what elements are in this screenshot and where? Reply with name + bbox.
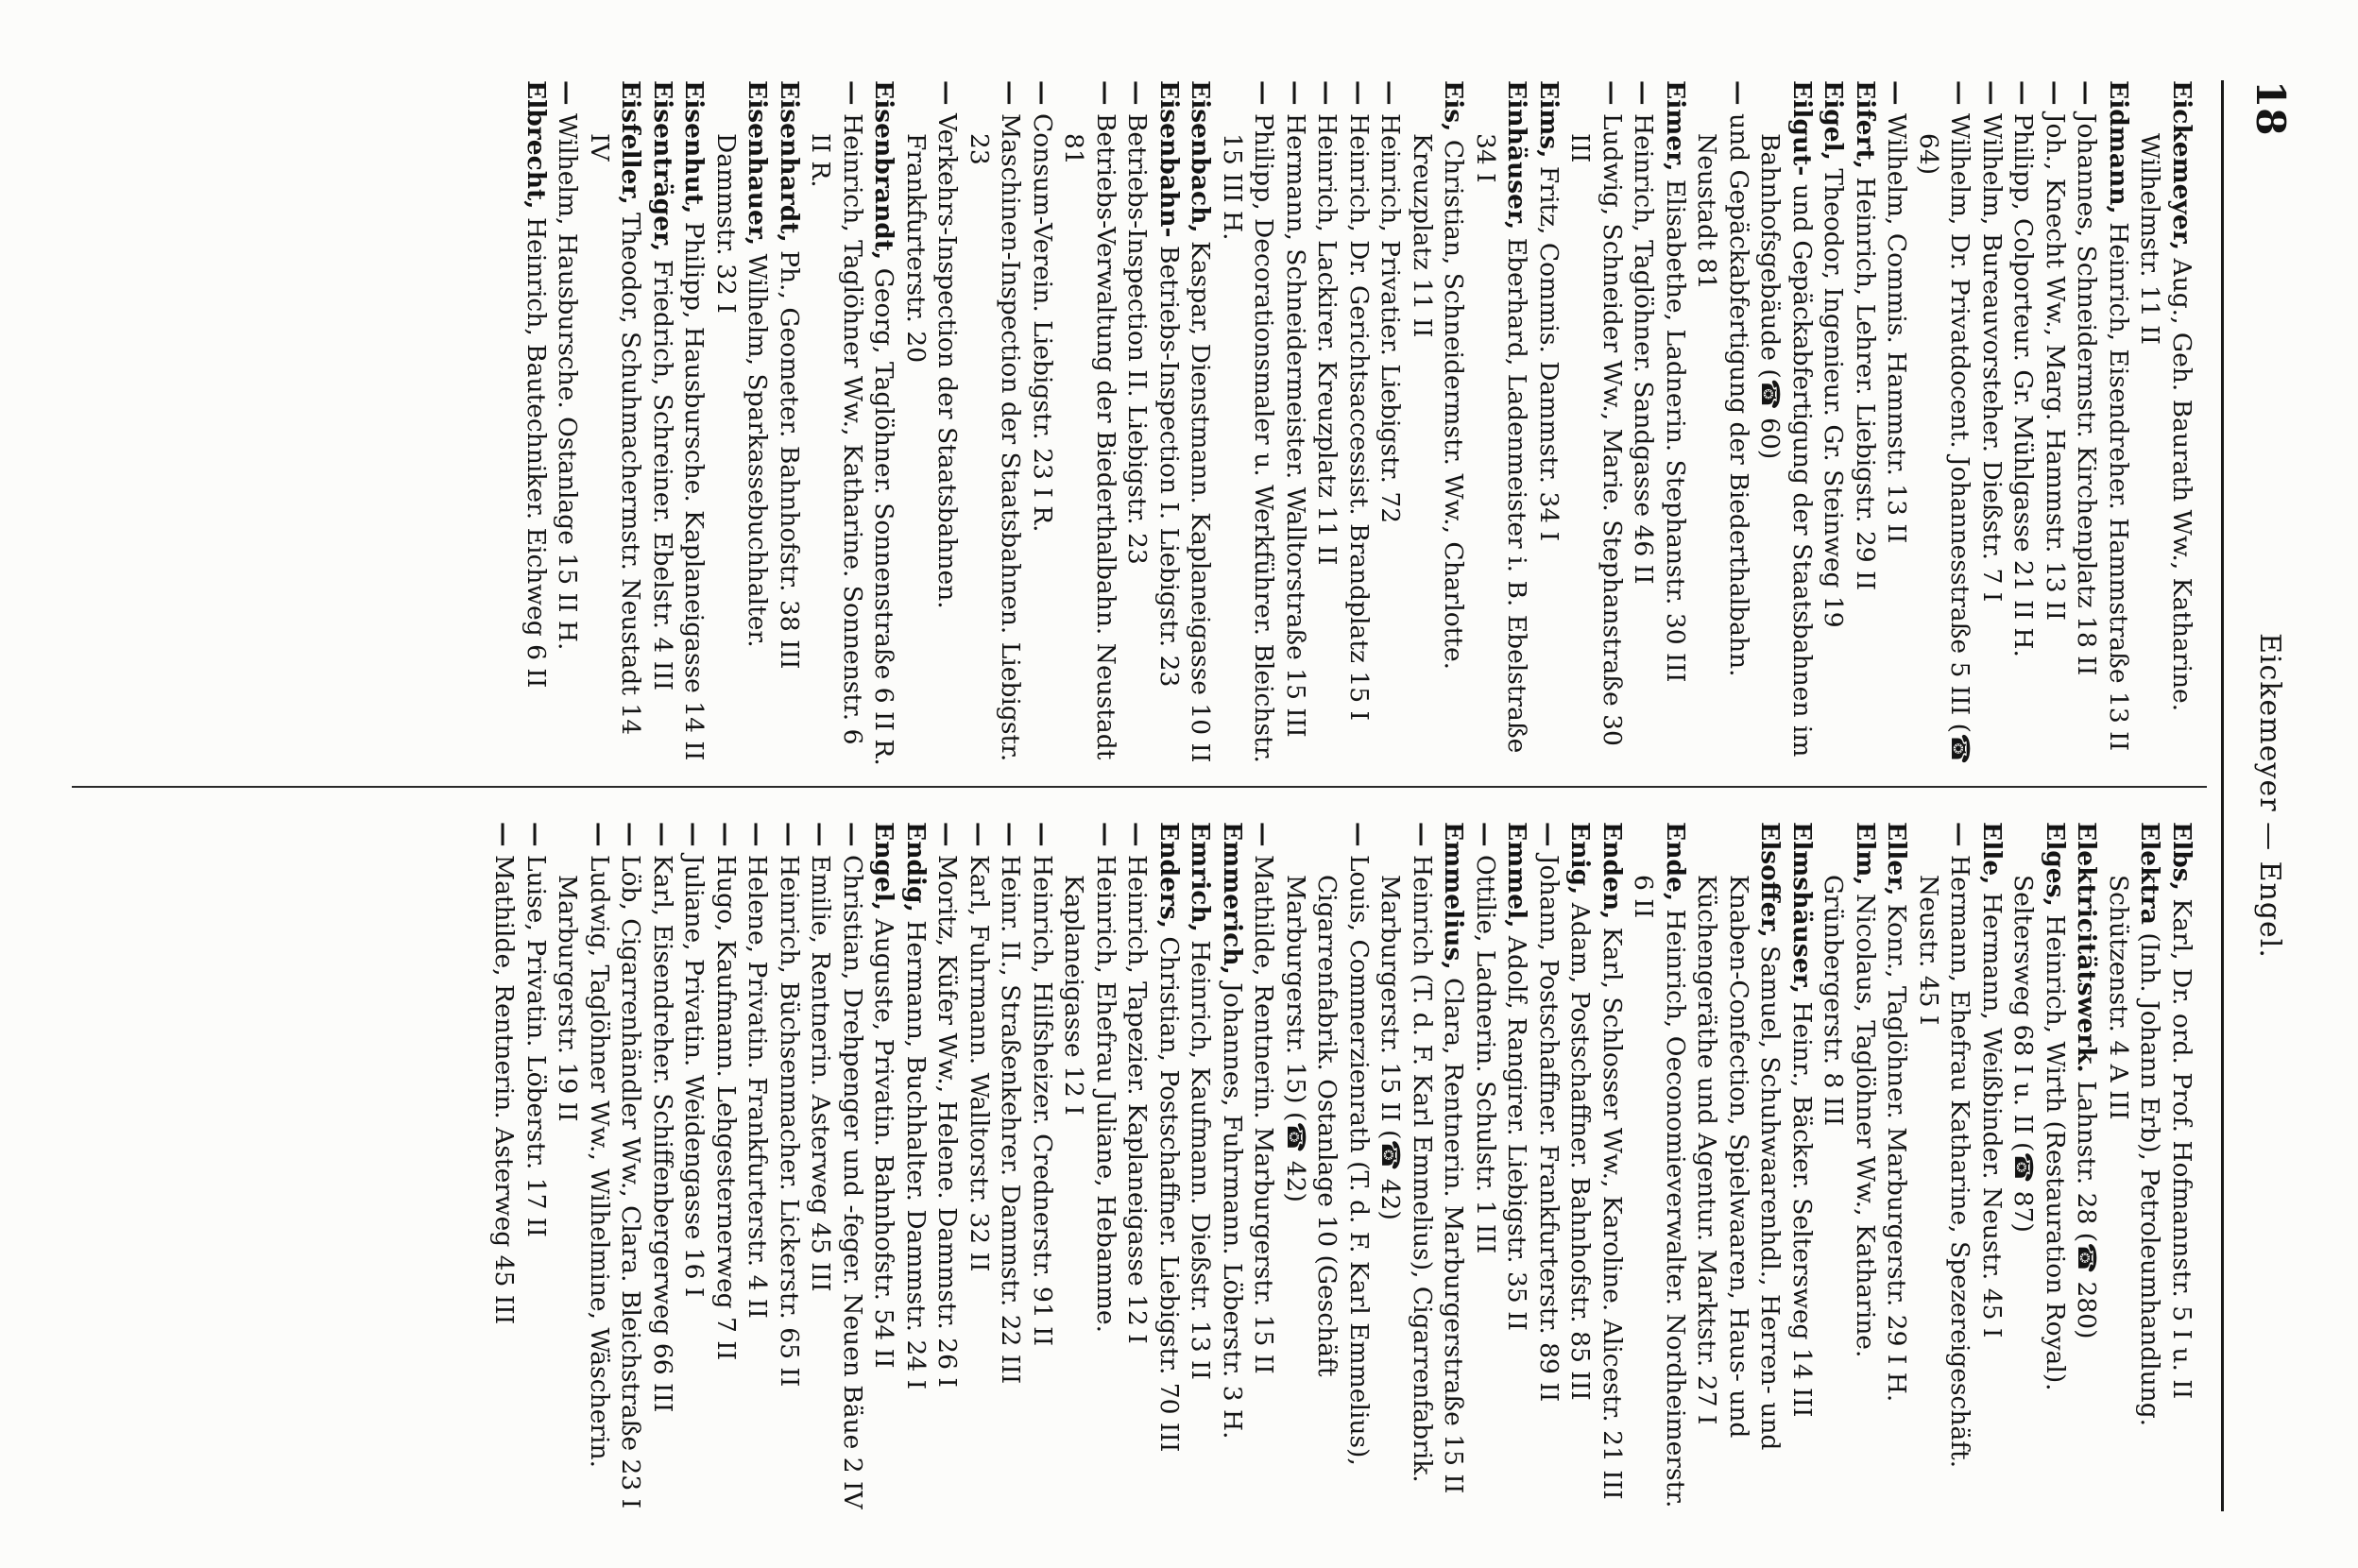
entry-details: Heinrich, Büchsenmacher. Lickerstr. 65 II	[775, 854, 804, 1388]
entry-details: Heinrich, Taglöhner. Sandgasse 46 II	[1629, 112, 1659, 585]
entry-details: und Gepäckabfertigung der Biederthalbahn. Neustadt 81	[1692, 112, 1753, 677]
entry-details: Aug., Geh. Baurath Ww., Katharine. Wilhelmstr. 11 II	[2135, 133, 2196, 712]
entry-details: Heinr., Bäcker. Seltersweg 14 III	[1787, 1001, 1817, 1418]
entry-details: Joh., Knecht Ww., Marg. Hammstr. 13 II	[2041, 112, 2070, 621]
directory-entry	[1913, 822, 1976, 1511]
left-column	[53, 80, 2197, 770]
entry-details: Christian, Schneidermstr. Ww., Charlotte. Kreuzplatz 11 II	[1408, 133, 1469, 671]
entry-name: —	[1945, 80, 1975, 106]
entry-details: Christian, Postschaffner. Liebigstr. 70 III	[1154, 936, 1184, 1453]
entry-name: Elle,	[1977, 822, 2007, 885]
directory-entry	[1438, 822, 1470, 1511]
entry-details: Friedrich, Schreiner. Ebelstr. 4 III	[648, 259, 677, 691]
entry-name: —	[585, 822, 614, 847]
entry-details: Maschinen-Inspection der Staatsbahnen. Liebigstr. 23	[965, 112, 1026, 762]
entry-details: Heinrich, Hilfsheizer. Crednerstr. 91 II	[1028, 854, 1057, 1347]
entry-name: —	[1977, 80, 2007, 106]
entry-name: —	[932, 822, 963, 847]
entry-details: Consum-Verein. Liebigstr. 23 I R.	[1028, 112, 1057, 533]
entry-name: —	[743, 822, 773, 847]
entry-name: Elbrecht,	[521, 80, 551, 210]
entry-name: Elektricitätswerk.	[2072, 822, 2102, 1073]
directory-entry	[1660, 80, 1692, 770]
directory-entry	[1881, 822, 1913, 1511]
entry-name: —	[1028, 80, 1057, 106]
directory-entry	[2166, 822, 2198, 1511]
entry-name: Enden,	[1598, 822, 1627, 920]
entry-name: —	[806, 822, 836, 847]
entry-name: Elbs,	[2167, 822, 2196, 891]
directory-entry	[1058, 822, 1121, 1511]
directory-entry	[1375, 80, 1407, 770]
directory-entry	[1027, 822, 1059, 1511]
directory-entry	[868, 80, 900, 770]
directory-entry	[1153, 80, 1186, 770]
entry-name: —	[1122, 80, 1153, 106]
entry-name: —	[1091, 822, 1120, 847]
entry-details: Hermann, Ehefrau Katharine, Spezereigeschäft. Neustr. 45 I	[1914, 854, 1975, 1469]
entry-name: Eller,	[1882, 822, 1912, 896]
directory-entry	[1691, 822, 1786, 1511]
directory-entry	[710, 80, 774, 770]
directory-entry	[868, 822, 900, 1511]
directory-entry	[1185, 822, 1217, 1511]
entry-details: Philipp, Decorationsmaler u. Werkführer. Bleichstr. 15 III H.	[1218, 112, 1279, 763]
entry-details: Helene, Privatin. Frankfurterstr. 4 II	[743, 854, 773, 1319]
directory-entry	[1850, 80, 1882, 770]
entry-details: Johannes, Fuhrmann. Löberstr. 3 H.	[1218, 982, 1247, 1440]
entry-name: —	[521, 822, 551, 847]
entry-name: —	[1344, 80, 1374, 106]
entry-name: Eilgut-	[1787, 80, 1817, 177]
entry-name: —	[1598, 80, 1627, 106]
directory-entry	[805, 822, 837, 1511]
directory-entry	[774, 822, 806, 1511]
directory-entry	[1153, 822, 1186, 1511]
directory-entry	[964, 80, 1027, 770]
entry-name: Elektra	[2135, 822, 2165, 925]
entry-details: Karl, Schlosser Ww., Karoline. Alicestr. 21 III	[1598, 927, 1627, 1500]
directory-entry	[1533, 80, 1565, 770]
entry-name: —	[1471, 822, 1500, 847]
entry-name: Emmerich,	[1218, 822, 1247, 975]
entry-name: Elges,	[2041, 822, 2070, 907]
entry-name: Eigel,	[1819, 80, 1849, 161]
entry-name: Eickemeyer,	[2167, 80, 2196, 251]
entry-name: Engel,	[869, 822, 899, 912]
directory-entry	[931, 822, 964, 1511]
entry-name: Elsoffer,	[1755, 822, 1786, 938]
entry-name: Eisenträger,	[648, 80, 677, 252]
entry-details: Luise, Privatin. Löberstr. 17 II	[521, 854, 551, 1237]
entry-name: Enig,	[1565, 822, 1596, 895]
entry-name: —	[1882, 80, 1912, 106]
directory-entry	[1280, 822, 1376, 1511]
directory-entry	[1818, 822, 1881, 1511]
directory-entry	[1564, 80, 1628, 770]
entry-name: —	[996, 822, 1026, 847]
entry-details: Nicolaus, Taglöhner Ww., Katharine. Grünbergerstr. 8 III	[1819, 875, 1880, 1358]
directory-entry	[1533, 822, 1565, 1511]
entry-name: Eisenhut,	[679, 80, 709, 214]
directory-entry	[521, 822, 553, 1511]
entry-name: Eisenbrandt,	[869, 80, 899, 261]
directory-entry	[1691, 80, 1754, 770]
directory-entry	[995, 822, 1027, 1511]
entry-details: Auguste, Privatin. Bahnhofstr. 54 II	[869, 918, 899, 1369]
directory-entry	[1217, 80, 1280, 770]
directory-entry	[1470, 822, 1502, 1511]
entry-details: Heinr. II., Straßenkehrer. Dammstr. 22 III	[996, 854, 1026, 1385]
entry-details: Philipp, Hausbursche. Kaplaneigasse 14 II	[679, 221, 709, 761]
entry-name: Elm,	[1851, 822, 1880, 886]
entry-name: —	[1249, 80, 1279, 106]
directory-entry	[1407, 80, 1470, 770]
directory-entry	[1564, 822, 1597, 1511]
entry-details: Adolf, Rangirer. Liebigstr. 35 II	[1502, 935, 1532, 1332]
entry-details: Betriebs-Inspection I. Liebigstr. 23	[1154, 245, 1184, 688]
entry-details: Hugo, Kaufmann. Lehgesternerweg 7 II	[711, 854, 741, 1361]
entry-details: Clara, Rentnerin. Marburgerstraße 15 II	[1439, 978, 1469, 1494]
entry-name: —	[1312, 80, 1342, 106]
entry-details: Heinrich, Taglöhner Ww., Katharine. Sonnenstr. 6 II R.	[806, 112, 867, 745]
entry-details: Heinrich (T. d. F. Karl Emmelius), Cigarrenfabrik. Marburgerstr. 15 II (☎ 42)	[1376, 854, 1437, 1483]
entry-details: Wilhelm, Hausbursche. Ostanlage 15 II H.	[553, 112, 583, 651]
entry-name: Eisenbach,	[1186, 80, 1216, 233]
entry-name: —	[1249, 822, 1279, 847]
directory-entry	[678, 822, 710, 1511]
entry-details: Samuel, Schuhwaarenhdl., Herren- und Knaben-Confection, Spielwaaren, Haus- und Küchengeräthe und Agentur. Marktstr. 27 I	[1692, 875, 1786, 1451]
directory-entry	[1121, 822, 1153, 1511]
entry-name: —	[489, 822, 520, 847]
entry-name: —	[553, 80, 583, 106]
entry-details: Johannes, Schneidermstr. Kirchenplatz 18 II	[2072, 112, 2102, 676]
entry-details: Heinrich, Eisendreher. Hammstraße 13 II	[2104, 222, 2133, 752]
directory-entry	[774, 80, 806, 770]
entry-name: Eisenhauer,	[743, 80, 773, 247]
entry-name: Endig,	[901, 822, 931, 912]
entry-details: und Gepäckabfertigung der Staatsbahnen im Bahnhofsgebäude (☎ 60)	[1755, 133, 1817, 758]
entry-details: Wilhelm, Dr. Privatdocent. Johannesstraße 5 III (☎ 64)	[1914, 112, 1975, 764]
entry-details: Ph., Geometer. Bahnhofstr. 38 III	[775, 250, 804, 670]
directory-entry	[2103, 822, 2166, 1511]
directory-entry	[1027, 80, 1059, 770]
directory-entry	[2071, 80, 2103, 770]
entry-details: Ludwig, Schneider Ww., Marie. Stephanstraße 30 III	[1565, 112, 1627, 746]
directory-entry	[1501, 822, 1533, 1511]
directory-entry	[1058, 80, 1121, 770]
directory-entry	[615, 822, 647, 1511]
entry-details: Adam, Postschaffner. Bahnhofstr. 85 III	[1565, 902, 1596, 1401]
entry-details: Ottilie, Ladnerin. Schulstr. 1 III	[1471, 854, 1500, 1254]
entry-name: —	[996, 80, 1026, 106]
entry-details: Heinrich, Ehefrau Juliane, Hebamme. Kaplaneigasse 12 I	[1059, 854, 1120, 1333]
entry-details: Heinrich, Bautechniker. Eichweg 6 II	[521, 216, 551, 689]
directory-entry	[647, 822, 679, 1511]
column-divider	[72, 786, 2207, 788]
entry-name: —	[932, 80, 963, 106]
entry-name: —	[2072, 80, 2102, 106]
directory-entry	[900, 80, 964, 770]
entry-details: Lahnstr. 28 (☎ 280)	[2072, 1081, 2102, 1339]
directory-entry	[1881, 80, 1913, 770]
directory-entry	[1913, 80, 1976, 770]
directory-entry	[1597, 822, 1629, 1511]
directory-entry	[1976, 80, 2008, 770]
entry-details: Heinrich, Wirth (Restauration Royal). Seltersweg 68 I u. II (☎ 87)	[2008, 875, 2070, 1391]
directory-entry	[552, 80, 584, 770]
entry-name: —	[1028, 822, 1057, 847]
entry-details: Mathilde, Rentnerin. Marburgerstr. 15 II	[1249, 854, 1279, 1374]
entry-details: Mathilde, Rentnerin. Asterweg 45 III	[489, 854, 520, 1325]
directory-entry	[2134, 80, 2197, 770]
directory-entry	[1311, 80, 1343, 770]
entry-name: —	[838, 80, 867, 106]
entry-details: Emilie, Rentnerin. Asterweg 45 III	[806, 854, 836, 1292]
entry-details: Theodor, Ingenieur. Gr. Steinweg 19	[1819, 168, 1849, 628]
entry-name: Eisenbahn-	[1154, 80, 1184, 238]
entry-details: Heinrich, Lackirer. Kreuzplatz 11 II	[1312, 112, 1342, 566]
entry-name: —	[1122, 822, 1153, 847]
entry-name: —	[1534, 822, 1563, 847]
entry-details: Moritz, Küfer Ww., Helene. Dammstr. 26 I	[932, 854, 963, 1388]
entry-name: Emrich,	[1186, 822, 1216, 932]
entry-details: Heinrich, Oeconomieverwalter. Nordheimerstr. 6 II	[1629, 875, 1690, 1508]
entry-name: —	[1281, 80, 1310, 106]
entry-name: Eidmann,	[2104, 80, 2133, 214]
entry-name: —	[679, 822, 709, 847]
entry-name: —	[1945, 822, 1975, 847]
entry-details: Elisabethe, Ladnerin. Stephanstr. 30 III	[1661, 179, 1690, 683]
directory-entry	[1786, 822, 1819, 1511]
entry-details: Ludwig, Taglöhner Ww., Wilhelmine, Wäscherin. Marburgerstr. 19 II	[553, 854, 614, 1469]
entry-details: Betriebs-Verwaltung der Biederthalbahn. Neustadt 81	[1059, 112, 1120, 760]
entry-details: (Inh. Johann Erb), Petroleumhandlung. Schützenstr. 4 A III	[2104, 875, 2165, 1427]
entry-details: Karl, Eisendreher. Schiffenbergerweg 66 III	[648, 854, 677, 1413]
directory-entry	[2008, 80, 2040, 770]
entry-details: Heinrich, Privatier. Liebigstr. 72	[1376, 112, 1406, 524]
directory-entry	[2040, 80, 2072, 770]
entry-name: —	[965, 822, 994, 847]
entry-details: Eberhard, Ladenmeister i. B. Ebelstraße 34 I	[1471, 133, 1532, 754]
entry-name: Eis,	[1439, 80, 1469, 132]
entry-name: —	[616, 822, 646, 847]
entry-details: Johann, Postschaffner. Frankfurterstr. 89 II	[1534, 854, 1563, 1403]
entry-name: —	[2008, 80, 2039, 106]
directory-entry	[488, 822, 521, 1511]
entry-details: Fritz, Commis. Dammstr. 34 I	[1534, 165, 1563, 542]
entry-name: Eimer,	[1661, 80, 1690, 172]
directory-entry	[964, 822, 996, 1511]
right-column	[53, 822, 2197, 1511]
directory-entry	[805, 80, 868, 770]
directory-entry	[521, 80, 553, 770]
entry-name: Eifert,	[1851, 80, 1880, 169]
page-number: 18	[2247, 80, 2294, 136]
directory-entry	[1976, 822, 2008, 1511]
entry-details: Philipp, Colporteur. Gr. Mühlgasse 21 II H.	[2008, 112, 2039, 657]
entry-name: —	[775, 822, 804, 847]
entry-name: Eims,	[1534, 80, 1563, 159]
entry-details: Wilhelm, Commis. Hammstr. 13 II	[1882, 112, 1912, 544]
directory-entry	[1248, 822, 1280, 1511]
entry-details: Hermann, Weißbinder. Neustr. 45 I	[1977, 892, 2007, 1338]
entry-details: Verkehrs-Inspection der Staatsbahnen. Frankfurterstr. 20	[901, 112, 963, 609]
entry-details: Wilhelm, Sparkassebuchhalter. Dammstr. 32 I	[711, 133, 773, 648]
entry-details: Heinrich, Kaufmann. Dießstr. 13 II	[1186, 940, 1216, 1380]
directory-entry	[742, 822, 774, 1511]
directory-entry	[584, 80, 647, 770]
entry-details: Theodor, Schuhmachermstr. Neustadt 14 IV	[585, 133, 646, 736]
directory-entry	[900, 822, 932, 1511]
entry-details: Konr., Taglöhner. Marburgerstr. 29 I H.	[1882, 903, 1912, 1403]
directory-entry	[1343, 80, 1376, 770]
entry-details: Heinrich, Dr. Gerichtsaccessist. Brandplatz 15 I	[1344, 112, 1374, 721]
directory-entry	[2008, 822, 2071, 1511]
directory-entry	[1185, 80, 1217, 770]
entry-details: Georg, Taglöhner. Sonnenstraße 6 II R.	[869, 267, 899, 766]
entry-name: —	[711, 822, 741, 847]
directory-entry	[1754, 80, 1818, 770]
entry-name: Einhäuser,	[1502, 80, 1532, 230]
entry-name: Eisenhardt,	[775, 80, 804, 243]
header-rule	[2221, 80, 2224, 1511]
entry-details: Louis, Commerzienrath (T. d. F. Karl Emmelius), Cigarrenfabrik. Ostanlage 10 (Geschäft Marburgerstr. 15) (☎ 42)	[1281, 854, 1374, 1466]
directory-entry	[1628, 80, 1660, 770]
entry-details: Wilhelm, Bureauvorsteher. Dießstr. 7 I	[1977, 112, 2007, 603]
entry-name: Elmshäuser,	[1787, 822, 1817, 994]
entry-details: Kaspar, Dienstmann. Kaplaneigasse 10 II	[1186, 241, 1216, 763]
directory-entry	[1121, 80, 1153, 770]
entry-name: —	[1724, 80, 1753, 106]
directory-entry	[2103, 80, 2135, 770]
entry-details: Hermann, Buchhalter. Dammstr. 24 I	[901, 920, 931, 1390]
entry-name: —	[1376, 80, 1406, 106]
running-head: Eickemeyer — Engel.	[2253, 633, 2286, 959]
directory-entry	[837, 822, 869, 1511]
entry-details: Löb, Cigarrenhändler Ww., Clara. Bleichstraße 23 I	[616, 854, 646, 1509]
entry-name: —	[1408, 822, 1437, 847]
entry-details: Heinrich, Lehrer. Liebigstr. 29 II	[1851, 177, 1880, 591]
directory-entry	[1818, 80, 1850, 770]
entry-name: Emmel,	[1502, 822, 1532, 929]
entry-name: —	[1344, 822, 1374, 847]
entry-name: —	[648, 822, 677, 847]
entry-name: —	[2041, 80, 2070, 106]
entry-name: —	[1091, 80, 1120, 106]
entry-details: Betriebs-Inspection II. Liebigstr. 23	[1122, 112, 1153, 565]
entry-name: —	[1629, 80, 1659, 106]
directory-entry	[647, 80, 679, 770]
directory-entry	[678, 80, 710, 770]
entry-name: Eisfeller,	[616, 80, 646, 205]
directory-entry	[710, 822, 743, 1511]
entry-details: Juliane, Privatin. Weidengasse 16 I	[679, 854, 709, 1298]
page-header	[2237, 80, 2294, 1511]
entry-name: Ende,	[1661, 822, 1690, 902]
directory-entry	[1280, 80, 1312, 770]
entry-details: Karl, Dr. ord. Prof. Hofmannstr. 5 I u. II	[2167, 898, 2196, 1400]
entry-details: Heinrich, Tapezier. Kaplaneigasse 12 I	[1122, 854, 1153, 1344]
entry-details: Karl, Fuhrmann. Walltorstr. 32 II	[965, 854, 994, 1272]
entry-details: Christian, Drehpenger und -feger. Neuen Bäue 2 IV	[838, 854, 867, 1509]
directory-entry	[1375, 822, 1438, 1511]
directory-entry	[1628, 822, 1691, 1511]
directory-entry	[552, 822, 615, 1511]
directory-entry	[1217, 822, 1249, 1511]
entry-details: Hermann, Schneidermeister. Walltorstraße 15 III	[1281, 112, 1310, 738]
directory-entry	[1470, 80, 1533, 770]
entry-name: Emmelius,	[1439, 822, 1469, 970]
entry-name: Enders,	[1154, 822, 1184, 929]
entry-name: —	[838, 822, 867, 847]
directory-entry	[2071, 822, 2103, 1511]
